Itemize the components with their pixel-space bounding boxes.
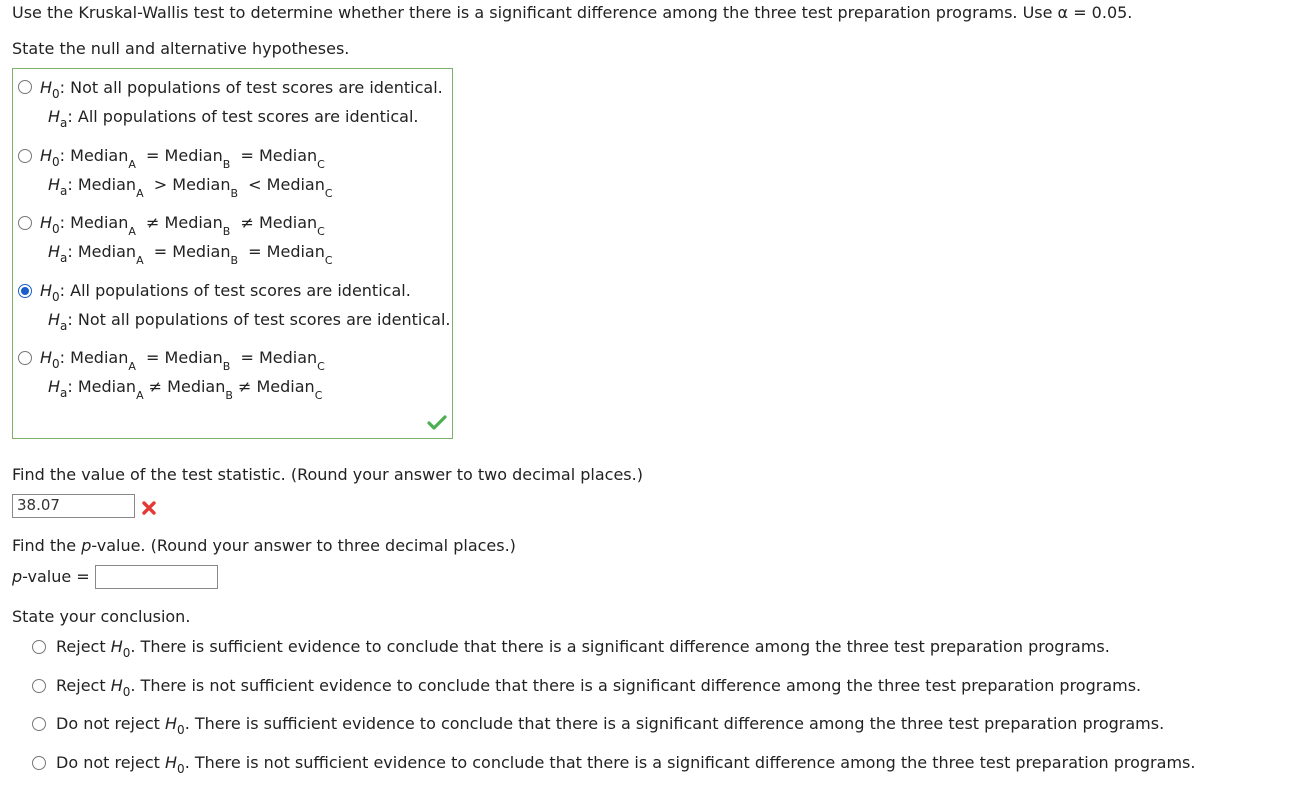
test-statistic-prompt: Find the value of the test statistic. (Round your answer to two decimal places.) <box>12 465 643 484</box>
hypothesis-option-4-radio[interactable] <box>18 284 32 298</box>
conclusion-option-3-radio[interactable] <box>32 717 46 731</box>
hypothesis-option-2-h0: $H_0$: Median$_A$ = Median$_B$ = Median$_C$ <box>40 146 325 171</box>
test-statistic-input[interactable]: 38.07 <box>12 494 135 518</box>
conclusion-option-2-radio[interactable] <box>32 679 46 693</box>
hypotheses-prompt: State the null and alternative hypotheses. <box>12 39 350 58</box>
hypothesis-option-1-h0: $H_0$: Not all populations of test scores are identical. <box>40 78 443 101</box>
hypothesis-option-5-ha: $H_a$: Median$_A$ ≠ Median$_B$ ≠ Median$_C$ <box>48 377 323 402</box>
hypothesis-option-4-ha: $H_a$: Not all populations of test scores are identical. <box>48 310 451 333</box>
hypothesis-option-2-ha: $H_a$: Median$_A$ > Median$_B$ < Median$_C$ <box>48 175 333 200</box>
hypothesis-option-3-radio[interactable] <box>18 216 32 230</box>
correct-check-icon <box>427 415 447 431</box>
hypothesis-option-3-h0: $H_0$: Median$_A$ ≠ Median$_B$ ≠ Median$_C$ <box>40 213 325 238</box>
p-value-prompt: Find the p-value. (Round your answer to three decimal places.) <box>12 536 516 555</box>
conclusion-option-1-radio[interactable] <box>32 640 46 654</box>
hypothesis-option-4-h0: $H_0$: All populations of test scores are identical. <box>40 281 411 304</box>
hypothesis-option-1-ha: $H_a$: All populations of test scores are identical. <box>48 107 419 130</box>
conclusion-option-4-text: Do not reject $H_0$. There is not sufficient evidence to conclude that there is a significant difference among the three test preparation programs. <box>56 753 1196 776</box>
hypothesis-option-2-radio[interactable] <box>18 149 32 163</box>
conclusion-option-4-radio[interactable] <box>32 756 46 770</box>
p-value-input[interactable] <box>95 565 218 589</box>
hypothesis-option-5-radio[interactable] <box>18 351 32 365</box>
p-value-label: p-value = <box>12 567 90 586</box>
hypothesis-option-3-ha: $H_a$: Median$_A$ = Median$_B$ = Median$_C$ <box>48 242 333 267</box>
conclusion-option-1-text: Reject $H_0$. There is sufficient evidence to conclude that there is a significant difference among the three test preparation programs. <box>56 637 1110 660</box>
incorrect-x-icon <box>141 500 157 516</box>
hypothesis-option-5-h0: $H_0$: Median$_A$ = Median$_B$ = Median$_C$ <box>40 348 325 373</box>
conclusion-option-3-text: Do not reject $H_0$. There is sufficient evidence to conclude that there is a significant difference among the three test preparation programs. <box>56 714 1165 737</box>
conclusion-option-2-text: Reject $H_0$. There is not sufficient evidence to conclude that there is a significant difference among the three test preparation programs. <box>56 676 1142 699</box>
question-intro: Use the Kruskal-Wallis test to determine whether there is a significant difference among the three test preparation programs. Use α = 0.05. <box>12 3 1133 22</box>
conclusion-prompt: State your conclusion. <box>12 607 191 626</box>
hypothesis-option-1-radio[interactable] <box>18 80 32 94</box>
